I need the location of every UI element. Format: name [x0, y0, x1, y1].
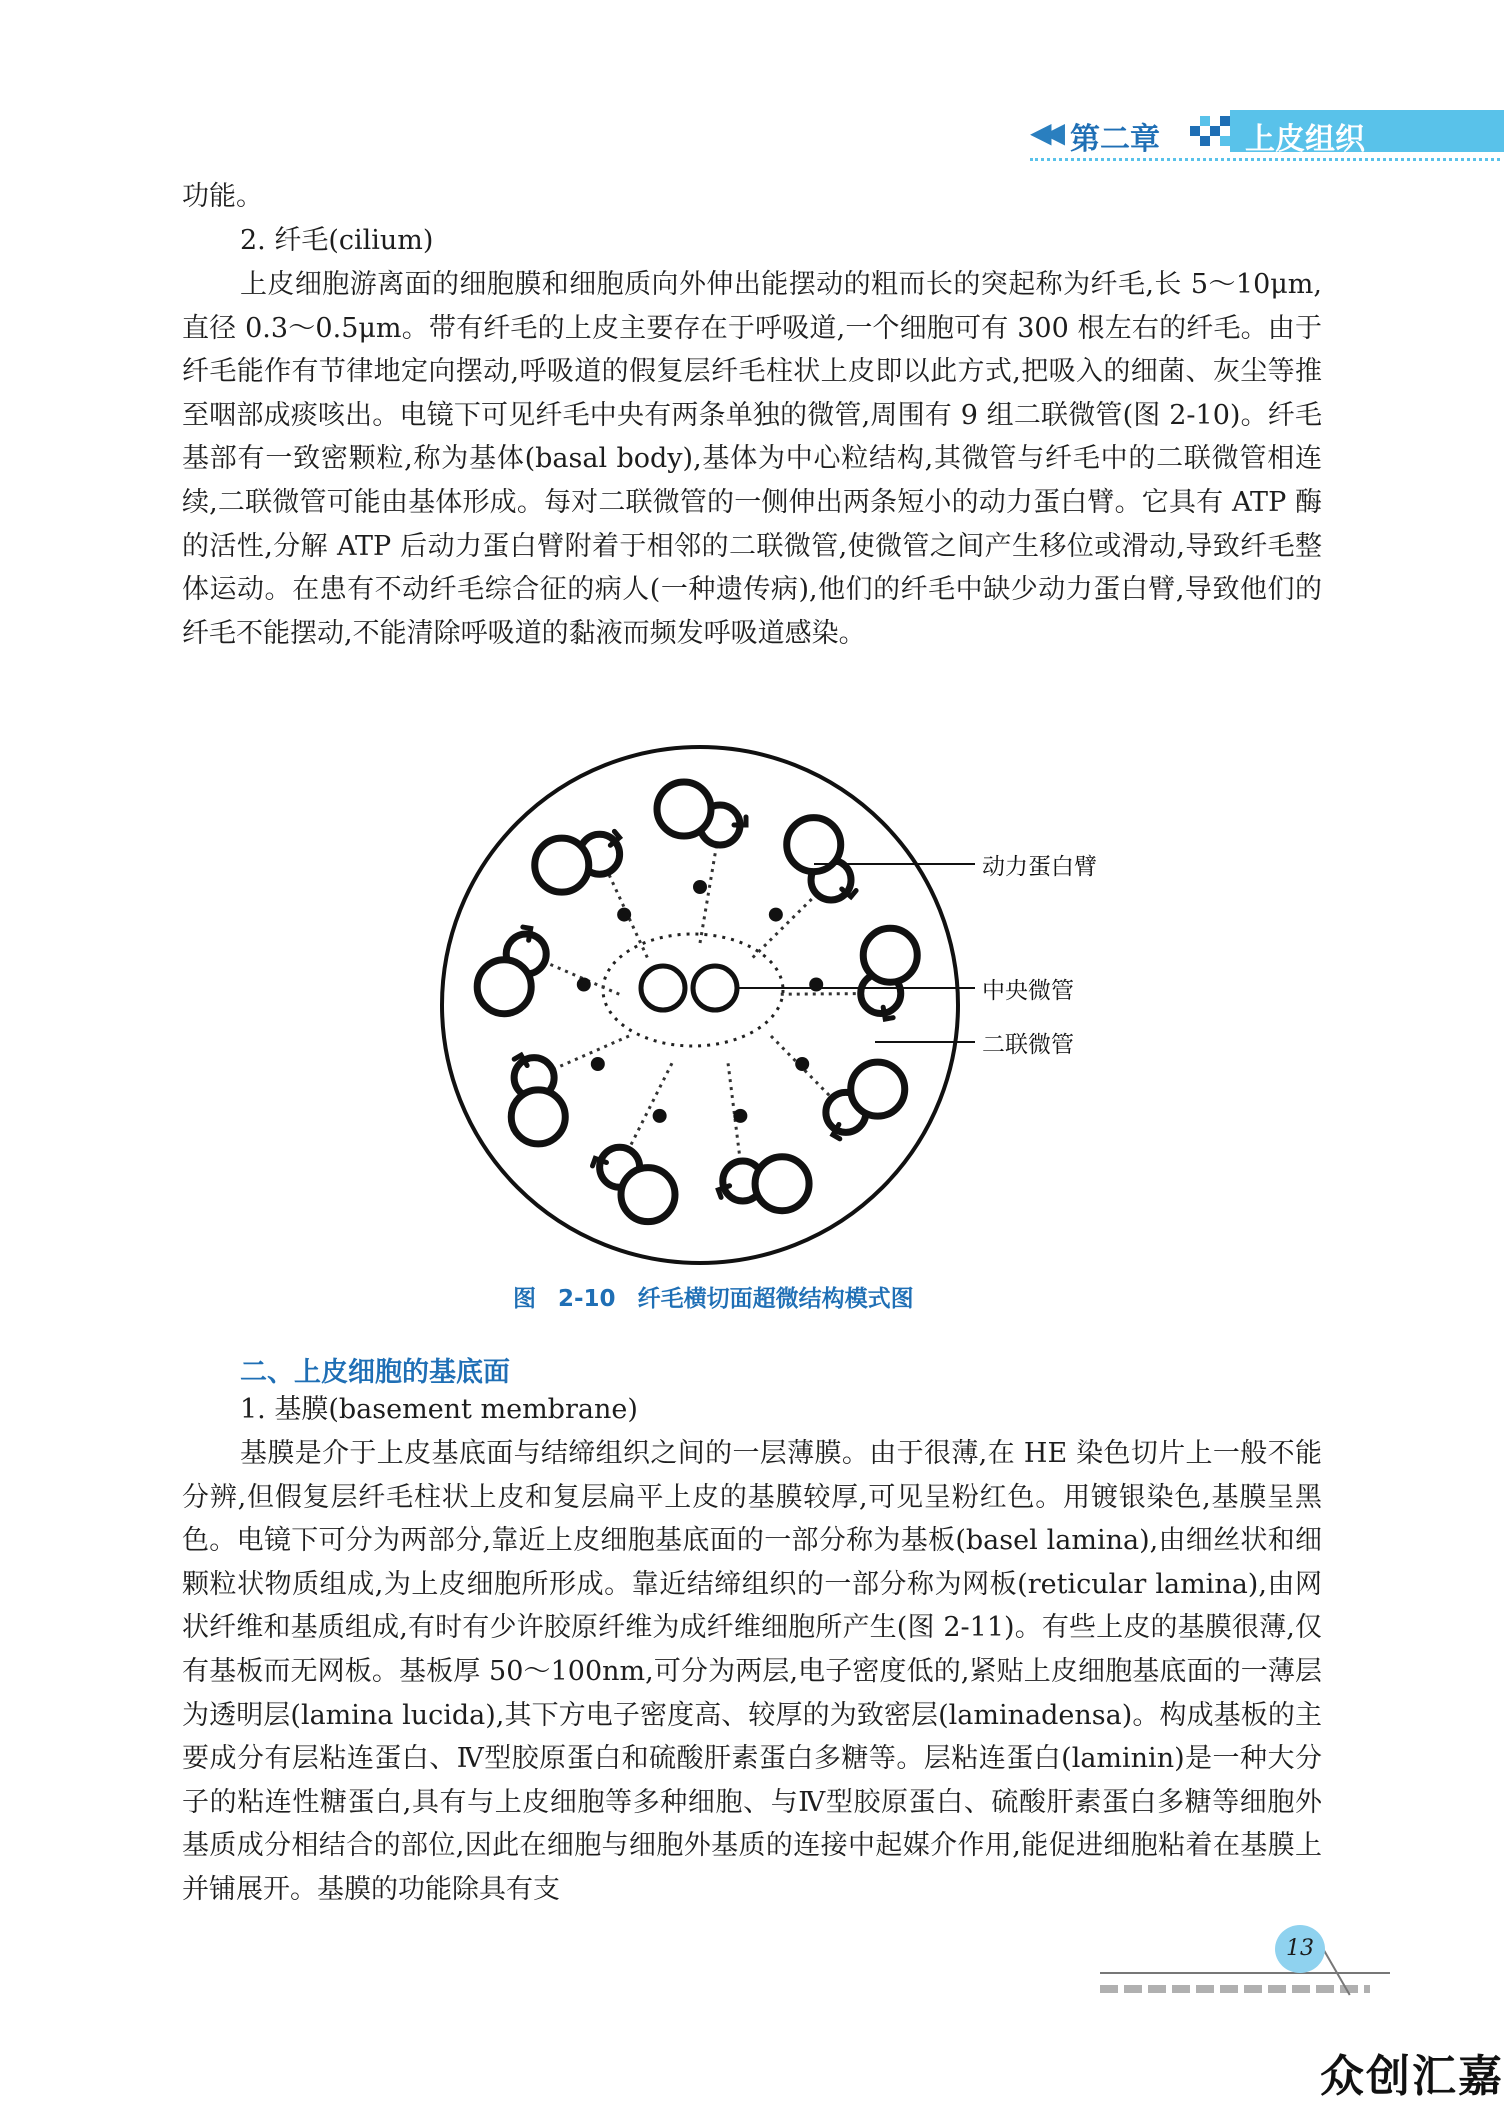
spoke-head [653, 1109, 667, 1123]
doublet-b-tubule [755, 1157, 809, 1211]
doublet-b-tubule [511, 1090, 565, 1144]
spoke-head [577, 978, 591, 992]
paragraph-basement-membrane: 基膜是介于上皮基底面与结缔组织之间的一层薄膜。由于很薄,在 HE 染色切片上一般不能分辨,但假复层纤毛柱状上皮和复层扁平上皮的基膜较厚,可见呈粉红色。用镀银染色,基膜呈黑色。电镜下可分为两部分,靠近上皮细胞基底面的一部分称为基板(basel lamina),由细丝状和细颗粒状物质组成,为上皮细胞所形成。靠近结缔组织的一部分称为网板(reticular lamina),由网状纤维和基质组成,有时有少许胶原纤维为成纤维细胞所产生(图 2-11)。有些上皮的基膜很薄,仅有基板而无网板。基板厚 50～100nm,可分为两层,电子密度低的,紧贴上皮细胞基底面的一薄层为透明层(lamina lucida),其下方电子密度高、较厚的为致密层(laminadensa)。构成基板的主要成分有层粘连蛋白、Ⅳ型胶原蛋白和硫酸肝素蛋白多糖等。层粘连蛋白(laminin)是一种大分子的粘连性糖蛋白,具有与上皮细胞等多种细胞、与Ⅳ型胶原蛋白、硫酸肝素蛋白多糖等细胞外基质成分相结合的部位,因此在细胞与细胞外基质的连接中起媒介作用,能促进细胞粘着在基膜上并铺展开。基膜的功能除具有支 [182, 1438, 1322, 1905]
subheading-basement-membrane: 1. 基膜(basement membrane) [240, 1394, 638, 1425]
continuation-line: 功能。 [182, 181, 263, 212]
chapter-topic: 上皮组织 [1245, 122, 1365, 157]
spoke-head [693, 880, 707, 894]
doublet-b-tubule [657, 782, 711, 836]
label-dynein-arm: 动力蛋白臂 [982, 854, 1097, 880]
chapter-label: 第二章 [1070, 122, 1160, 157]
label-central-microtubule: 中央微管 [982, 978, 1074, 1004]
footer-dots [1100, 1985, 1370, 1993]
section-heading: 二、上皮细胞的基底面 [240, 1357, 510, 1388]
page-number: 13 [1275, 1925, 1325, 1973]
cilium-cross-section-figure [420, 740, 1120, 1270]
spoke-head [733, 1109, 747, 1123]
cilium-diagram [420, 740, 1120, 1270]
checker-decoration [1190, 114, 1240, 148]
watermark-text: 众创汇嘉 [1320, 2051, 1504, 2102]
doublet-b-tubule [477, 960, 531, 1014]
page-number-badge [1275, 1925, 1360, 1985]
spoke-head [809, 978, 823, 992]
spoke-head [591, 1057, 605, 1071]
doublet-b-tubule [863, 928, 917, 982]
doublet-b-tubule [621, 1168, 675, 1222]
subheading-cilium: 2. 纤毛(cilium) [240, 225, 434, 256]
central-microtubule-right [693, 966, 737, 1010]
figure-caption: 图 2-10 纤毛横切面超微结构模式图 [513, 1286, 914, 1312]
spoke-head [617, 908, 631, 922]
header-dotted-rule [1030, 158, 1500, 161]
running-header [1030, 110, 1504, 157]
doublet-b-tubule [851, 1062, 905, 1116]
paragraph-cilium: 上皮细胞游离面的细胞膜和细胞质向外伸出能摆动的粗而长的突起称为纤毛,长 5～10μm,直径 0.3～0.5μm。带有纤毛的上皮主要存在于呼吸道,一个细胞可有 300 根左右的纤毛。由于纤毛能作有节律地定向摆动,呼吸道的假复层纤毛柱状上皮即以此方式,把吸入的细菌、灰尘等推至咽部成痰咳出。电镜下可见纤毛中央有两条单独的微管,周围有 9 组二联微管(图 2-10)。纤毛基部有一致密颗粒,称为基体(basal body),基体为中心粒结构,其微管与纤毛中的二联微管相连续,二联微管可能由基体形成。每对二联微管的一侧伸出两条短小的动力蛋白臂。它具有 ATP 酶的活性,分解 ATP 后动力蛋白臂附着于相邻的二联微管,使微管之间产生移位或滑动,导致纤毛整体运动。在患有不动纤毛综合征的病人(一种遗传病),他们的纤毛中缺少动力蛋白臂,导致他们的纤毛不能摆动,不能清除呼吸道的黏液而频发呼吸道感染。 [182, 269, 1322, 649]
spoke-head [795, 1057, 809, 1071]
double-left-arrow-icon: ◀◀ [1030, 116, 1058, 149]
label-doublet-microtubule: 二联微管 [982, 1032, 1074, 1058]
doublet-b-tubule [535, 838, 589, 892]
central-microtubule-left [641, 966, 685, 1010]
spoke-head [769, 908, 783, 922]
